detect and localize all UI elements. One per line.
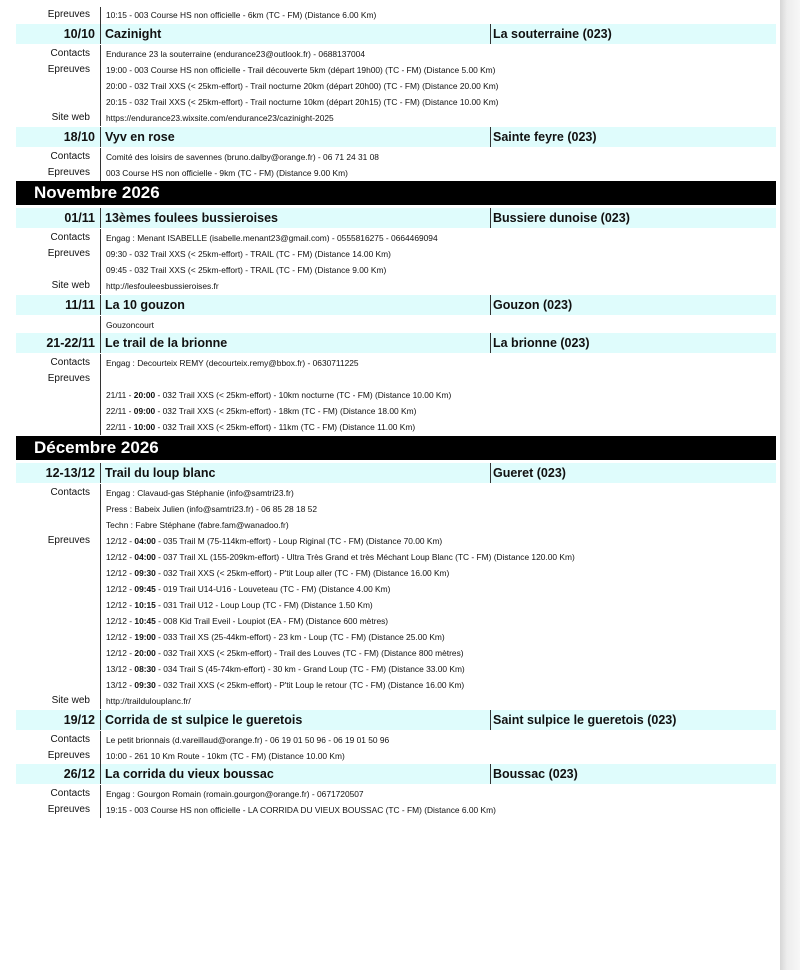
event-place: La souterraine (023) <box>493 27 612 41</box>
contact-line: Press : Babeix Julien (info@samtri23.fr) - 06 85 28 18 52 <box>106 504 317 514</box>
epreuves-label: Epreuves <box>47 248 90 259</box>
epreuve-line: 09:45 - 032 Trail XXS (< 25km-effort) - TRAIL (TC - FM) (Distance 9.00 Km) <box>106 265 387 275</box>
event-name: Trail du loup blanc <box>105 466 216 480</box>
event-header-la-10-gouzon <box>16 295 776 315</box>
event-place: Sainte feyre (023) <box>493 130 597 144</box>
event-name: 13èmes foulees bussieroises <box>105 211 279 225</box>
event-header-vyv-en-rose <box>16 127 776 147</box>
epreuve-line: 12/12 - 19:00 - 033 Trail XS (25-44km-effort) - 23 km - Loup (TC - FM) (Distance 25.00 Km) <box>106 632 445 642</box>
epreuves-label: Epreuves <box>47 9 90 20</box>
month-title: Novembre 2026 <box>34 183 160 202</box>
epreuve-line: 13/12 - 09:30 - 032 Trail XXS (< 25km-effort) - P'tit Loup le retour (TC - FM) (Distance 16.00 Km) <box>106 680 465 690</box>
column-divider <box>100 785 101 818</box>
event-name: Corrida de st sulpice le gueretois <box>105 713 303 727</box>
epreuve-line: 20:00 - 032 Trail XXS (< 25km-effort) - Trail nocturne 20km (départ 20h00) (TC - FM) (Distance 20.00 Km) <box>106 81 499 91</box>
event-name: Vyv en rose <box>105 130 175 144</box>
event-header-corrida-st-sulpice <box>16 710 776 730</box>
event-header-foulees-bussieroises <box>16 208 776 228</box>
site-web-label: Site web <box>51 695 90 706</box>
event-date: 26/12 <box>63 767 95 781</box>
epreuve-line: 12/12 - 04:00 - 037 Trail XL (155-209km-effort) - Ultra Très Grand et très Méchant Loup Blanc (TC - FM) (Distance 120.00 Km) <box>106 552 575 562</box>
contacts-label: Contacts <box>50 734 90 745</box>
epreuve-line: 10:15 - 003 Course HS non officielle - 6km (TC - FM) (Distance 6.00 Km) <box>106 10 377 20</box>
event-name: Le trail de la brionne <box>105 336 228 350</box>
event-date: 10/10 <box>63 27 95 41</box>
contact-line: Engag : Gourgon Romain (romain.gourgon@orange.fr) - 0671720507 <box>106 789 364 799</box>
contacts-label: Contacts <box>50 48 90 59</box>
epreuves-label: Epreuves <box>47 373 90 384</box>
event-date: 11/11 <box>65 298 95 312</box>
event-name: La corrida du vieux boussac <box>105 767 274 781</box>
event-place: Gouzon (023) <box>493 298 573 312</box>
month-title: Décembre 2026 <box>34 438 159 457</box>
event-name: Cazinight <box>105 27 162 41</box>
contact-line: Le petit brionnais (d.vareillaud@orange.fr) - 06 19 01 50 96 - 06 19 01 50 96 <box>106 735 390 745</box>
event-place: La brionne (023) <box>493 336 590 350</box>
column-divider <box>100 484 101 709</box>
contacts-label: Contacts <box>50 487 90 498</box>
epreuve-line: 22/11 - 09:00 - 032 Trail XXS (< 25km-effort) - 18km (TC - FM) (Distance 18.00 Km) <box>106 406 417 416</box>
contacts-label: Contacts <box>50 232 90 243</box>
event-header-trail-de-la-brionne <box>16 333 776 353</box>
epreuve-line: 21/11 - 20:00 - 032 Trail XXS (< 25km-effort) - 10km nocturne (TC - FM) (Distance 10.00 Km) <box>106 390 452 400</box>
epreuve-line: 10:00 - 261 10 Km Route - 10km (TC - FM) (Distance 10.00 Km) <box>106 751 345 761</box>
contact-line: Comité des loisirs de savennes (bruno.dalby@orange.fr) - 06 71 24 31 08 <box>106 152 379 162</box>
contact-line: Endurance 23 la souterraine (endurance23@outlook.fr) - 0688137004 <box>106 49 365 59</box>
column-divider <box>100 354 101 435</box>
event-date: 18/10 <box>63 130 95 144</box>
epreuve-line: 09:30 - 032 Trail XXS (< 25km-effort) - TRAIL (TC - FM) (Distance 14.00 Km) <box>106 249 391 259</box>
epreuve-line: 20:15 - 032 Trail XXS (< 25km-effort) - Trail nocturne 10km (départ 20h15) (TC - FM) (Distance 10.00 Km) <box>106 97 499 107</box>
epreuve-line: 19:00 - 003 Course HS non officielle - Trail découverte 5km (départ 19h00) (TC - FM) (Distance 5.00 Km) <box>106 65 496 75</box>
contacts-label: Contacts <box>50 788 90 799</box>
site-web-label: Site web <box>51 280 90 291</box>
epreuves-label: Epreuves <box>47 804 90 815</box>
epreuve-line: 12/12 - 09:30 - 032 Trail XXS (< 25km-effort) - P'tit Loup aller (TC - FM) (Distance 16.00 Km) <box>106 568 450 578</box>
epreuves-label: Epreuves <box>47 535 90 546</box>
epreuve-line: 003 Course HS non officielle - 9km (TC - FM) (Distance 9.00 Km) <box>106 168 348 178</box>
contacts-label: Contacts <box>50 151 90 162</box>
event-date: 21-22/11 <box>46 336 95 350</box>
column-divider <box>100 148 101 181</box>
event-place: Bussiere dunoise (023) <box>493 211 630 225</box>
contact-line: Engag : Clavaud-gas Stéphanie (info@samtri23.fr) <box>106 488 294 498</box>
epreuve-line: 22/11 - 10:00 - 032 Trail XXS (< 25km-effort) - 11km (TC - FM) (Distance 11.00 Km) <box>106 422 416 432</box>
column-divider <box>100 7 101 24</box>
contact-line: Engag : Menant ISABELLE (isabelle.menant23@gmail.com) - 0555816275 - 0664469094 <box>106 233 438 243</box>
event-header-corrida-vieux-boussac <box>16 764 776 784</box>
event-name: La 10 gouzon <box>105 298 185 312</box>
event-note: Gouzoncourt <box>106 320 154 330</box>
event-date: 01/11 <box>64 211 95 225</box>
column-divider <box>100 229 101 294</box>
site-web-link[interactable]: http://traildulouplanc.fr/ <box>106 696 191 706</box>
event-place: Gueret (023) <box>493 466 566 480</box>
contacts-label: Contacts <box>50 357 90 368</box>
event-place: Saint sulpice le gueretois (023) <box>493 713 677 727</box>
event-header-cazinight <box>16 24 776 44</box>
contact-line: Engag : Decourteix REMY (decourteix.remy@bbox.fr) - 0630711225 <box>106 358 359 368</box>
site-web-link[interactable]: http://lesfouleesbussieroises.fr <box>106 281 219 291</box>
epreuve-line: 19:15 - 003 Course HS non officielle - LA CORRIDA DU VIEUX BOUSSAC (TC - FM) (Distance 6.00 Km) <box>106 805 496 815</box>
column-divider <box>100 731 101 764</box>
epreuves-label: Epreuves <box>47 64 90 75</box>
epreuves-label: Epreuves <box>47 167 90 178</box>
epreuve-line: 12/12 - 09:45 - 019 Trail U14-U16 - Louveteau (TC - FM) (Distance 4.00 Km) <box>106 584 391 594</box>
column-divider <box>100 45 101 126</box>
event-date: 19/12 <box>63 713 95 727</box>
contact-line: Techn : Fabre Stéphane (fabre.fam@wanadoo.fr) <box>106 520 289 530</box>
epreuve-line: 12/12 - 04:00 - 035 Trail M (75-114km-effort) - Loup Riginal (TC - FM) (Distance 70.00 Km) <box>106 536 443 546</box>
site-web-link[interactable]: https://endurance23.wixsite.com/endurance23/cazinight-2025 <box>106 113 334 123</box>
column-divider <box>100 316 101 333</box>
epreuve-line: 12/12 - 10:45 - 008 Kid Trail Eveil - Loupiot (EA - FM) (Distance 600 mètres) <box>106 616 389 626</box>
month-header-novembre <box>16 181 776 205</box>
event-place: Boussac (023) <box>493 767 578 781</box>
month-header-decembre <box>16 436 776 460</box>
epreuve-line: 13/12 - 08:30 - 034 Trail S (45-74km-effort) - 30 km - Grand Loup (TC - FM) (Distance 33.00 Km) <box>106 664 465 674</box>
page-edge-shadow <box>780 0 800 970</box>
epreuve-line: 12/12 - 10:15 - 031 Trail U12 - Loup Loup (TC - FM) (Distance 1.50 Km) <box>106 600 373 610</box>
event-header-trail-du-loup-blanc <box>16 463 776 483</box>
site-web-label: Site web <box>51 112 90 123</box>
epreuves-label: Epreuves <box>47 750 90 761</box>
epreuve-line: 12/12 - 20:00 - 032 Trail XXS (< 25km-effort) - Trail des Louves (TC - FM) (Distance 800 mètres) <box>106 648 464 658</box>
event-date: 12-13/12 <box>45 466 95 480</box>
